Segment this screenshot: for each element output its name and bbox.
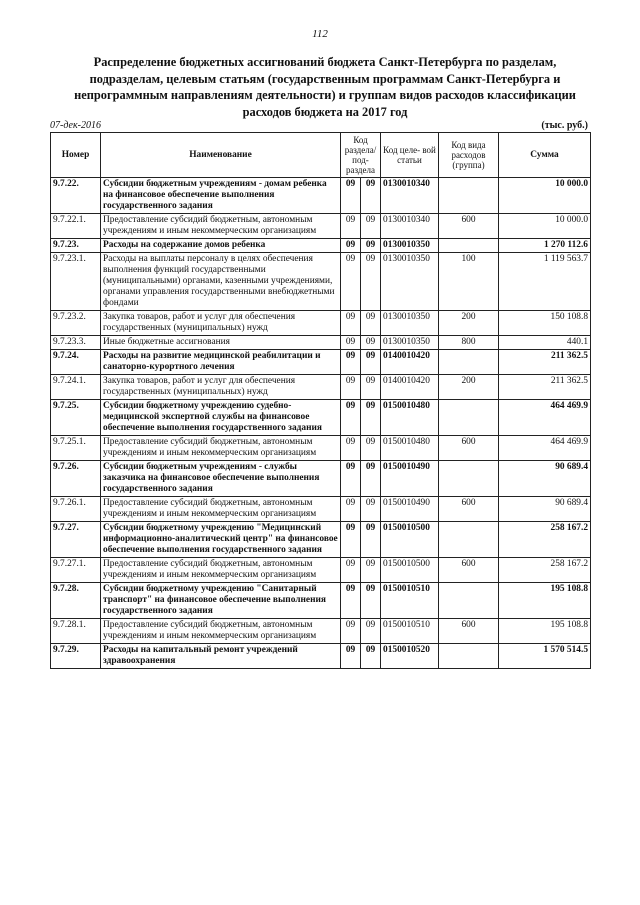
row-sum: 90 689.4 <box>499 497 591 522</box>
row-section-code: 09 <box>341 619 361 644</box>
row-number: 9.7.28.1. <box>51 619 101 644</box>
row-group-code: 600 <box>439 436 499 461</box>
row-name: Субсидии бюджетным учреждениям - домам ребенка на финансовое обеспечение выполнения государственного задания <box>101 178 341 214</box>
row-group-code <box>439 350 499 375</box>
row-number: 9.7.27.1. <box>51 558 101 583</box>
row-sum: 195 108.8 <box>499 619 591 644</box>
row-subsection-code: 09 <box>361 214 381 239</box>
row-number: 9.7.23.1. <box>51 253 101 311</box>
row-target-code: 0150010520 <box>381 644 439 669</box>
header-sum: Сумма <box>499 133 591 178</box>
table-row <box>51 375 591 400</box>
table-row <box>51 558 591 583</box>
row-section-code: 09 <box>341 239 361 253</box>
row-sum: 10 000.0 <box>499 178 591 214</box>
row-target-code: 0150010490 <box>381 461 439 497</box>
row-group-code <box>439 239 499 253</box>
header-name: Наименование <box>101 133 341 178</box>
row-name: Расходы на содержание домов ребенка <box>101 239 341 253</box>
row-group-code <box>439 178 499 214</box>
row-name: Предоставление субсидий бюджетным, автономным учреждениям и иным некоммерческим организациям <box>101 214 341 239</box>
row-group-code: 100 <box>439 253 499 311</box>
row-name: Предоставление субсидий бюджетным, автономным учреждениям и иным некоммерческим организациям <box>101 619 341 644</box>
table-row <box>51 239 591 253</box>
header-group: Код вида расходов (группа) <box>439 133 499 178</box>
row-name: Закупка товаров, работ и услуг для обеспечения государственных (муниципальных) нужд <box>101 311 341 336</box>
row-sum: 258 167.2 <box>499 522 591 558</box>
row-subsection-code: 09 <box>361 497 381 522</box>
row-number: 9.7.25. <box>51 400 101 436</box>
row-subsection-code: 09 <box>361 239 381 253</box>
row-sum: 195 108.8 <box>499 583 591 619</box>
row-number: 9.7.22.1. <box>51 214 101 239</box>
row-name: Предоставление субсидий бюджетным, автономным учреждениям и иным некоммерческим организациям <box>101 558 341 583</box>
table-row <box>51 350 591 375</box>
row-target-code: 0130010350 <box>381 311 439 336</box>
row-number: 9.7.22. <box>51 178 101 214</box>
row-name: Субсидии бюджетному учреждению "Санитарный транспорт" на финансовое обеспечение выполнения государственного задания <box>101 583 341 619</box>
row-group-code <box>439 522 499 558</box>
row-section-code: 09 <box>341 375 361 400</box>
row-name: Субсидии бюджетному учреждению "Медицинский информационно-аналитический центр" на финансовое обеспечение выполнения государственного задания <box>101 522 341 558</box>
row-target-code: 0140010420 <box>381 375 439 400</box>
row-target-code: 0130010340 <box>381 214 439 239</box>
row-group-code: 600 <box>439 558 499 583</box>
row-name: Расходы на развитие медицинской реабилитации и санаторно-курортного лечения <box>101 350 341 375</box>
row-target-code: 0130010340 <box>381 178 439 214</box>
row-subsection-code: 09 <box>361 375 381 400</box>
row-name: Расходы на выплаты персоналу в целях обеспечения выполнения функций государственными (муниципальными) органами, казенными учреждениями, органами управления государственными внебюджетными фондами <box>101 253 341 311</box>
row-section-code: 09 <box>341 558 361 583</box>
row-group-code: 600 <box>439 497 499 522</box>
row-number: 9.7.23.3. <box>51 336 101 350</box>
table-body <box>51 178 591 669</box>
row-sum: 1 570 514.5 <box>499 644 591 669</box>
row-section-code: 09 <box>341 214 361 239</box>
row-sum: 90 689.4 <box>499 461 591 497</box>
row-subsection-code: 09 <box>361 558 381 583</box>
page-number: 112 <box>312 28 328 40</box>
row-target-code: 0150010490 <box>381 497 439 522</box>
units-label: (тыс. руб.) <box>541 120 588 131</box>
row-section-code: 09 <box>341 253 361 311</box>
row-sum: 10 000.0 <box>499 214 591 239</box>
budget-table <box>50 132 591 669</box>
table-row <box>51 436 591 461</box>
row-subsection-code: 09 <box>361 400 381 436</box>
table-row <box>51 461 591 497</box>
row-subsection-code: 09 <box>361 461 381 497</box>
row-target-code: 0150010500 <box>381 522 439 558</box>
row-name: Закупка товаров, работ и услуг для обеспечения государственных (муниципальных) нужд <box>101 375 341 400</box>
row-group-code <box>439 583 499 619</box>
row-sum: 150 108.8 <box>499 311 591 336</box>
table-row <box>51 522 591 558</box>
row-section-code: 09 <box>341 522 361 558</box>
row-section-code: 09 <box>341 400 361 436</box>
row-number: 9.7.26. <box>51 461 101 497</box>
row-section-code: 09 <box>341 461 361 497</box>
row-name: Субсидии бюджетным учреждениям - службы заказчика на финансовое обеспечение выполнения государственного задания <box>101 461 341 497</box>
row-sum: 440.1 <box>499 336 591 350</box>
row-group-code <box>439 461 499 497</box>
table-row <box>51 400 591 436</box>
table-row <box>51 644 591 669</box>
row-sum: 464 469.9 <box>499 400 591 436</box>
row-number: 9.7.24.1. <box>51 375 101 400</box>
row-target-code: 0150010500 <box>381 558 439 583</box>
row-subsection-code: 09 <box>361 178 381 214</box>
row-number: 9.7.23.2. <box>51 311 101 336</box>
table-row <box>51 336 591 350</box>
table-row <box>51 619 591 644</box>
row-section-code: 09 <box>341 336 361 350</box>
table-row <box>51 214 591 239</box>
row-sum: 464 469.9 <box>499 436 591 461</box>
table-row <box>51 497 591 522</box>
row-subsection-code: 09 <box>361 619 381 644</box>
row-group-code <box>439 644 499 669</box>
document-title: Распределение бюджетных ассигнований бюджета Санкт-Петербурга по разделам, подразделам, целевым статьям (государственным программам Санкт-Петербурга и непрограммным направлениям деятельности) и группам видов расходов классификации расходов бюджета на 2017 год <box>74 55 576 119</box>
row-sum: 1 119 563.7 <box>499 253 591 311</box>
table-row <box>51 253 591 311</box>
row-target-code: 0150010480 <box>381 400 439 436</box>
row-name: Предоставление субсидий бюджетным, автономным учреждениям и иным некоммерческим организациям <box>101 436 341 461</box>
header-target: Код целе- вой статьи <box>381 133 439 178</box>
row-subsection-code: 09 <box>361 336 381 350</box>
row-name: Предоставление субсидий бюджетным, автономным учреждениям и иным некоммерческим организациям <box>101 497 341 522</box>
row-sum: 211 362.5 <box>499 375 591 400</box>
row-subsection-code: 09 <box>361 436 381 461</box>
row-group-code: 200 <box>439 375 499 400</box>
row-target-code: 0150010510 <box>381 619 439 644</box>
document-date: 07-дек-2016 <box>50 120 101 131</box>
row-subsection-code: 09 <box>361 644 381 669</box>
row-target-code: 0150010510 <box>381 583 439 619</box>
row-name: Субсидии бюджетному учреждению судебно-медицинской экспертной службы на финансовое обеспечение выполнения государственного задания <box>101 400 341 436</box>
row-subsection-code: 09 <box>361 522 381 558</box>
row-target-code: 0130010350 <box>381 239 439 253</box>
row-section-code: 09 <box>341 311 361 336</box>
row-subsection-code: 09 <box>361 253 381 311</box>
row-number: 9.7.29. <box>51 644 101 669</box>
row-section-code: 09 <box>341 644 361 669</box>
row-number: 9.7.24. <box>51 350 101 375</box>
row-target-code: 0130010350 <box>381 253 439 311</box>
row-section-code: 09 <box>341 436 361 461</box>
row-subsection-code: 09 <box>361 311 381 336</box>
row-number: 9.7.27. <box>51 522 101 558</box>
row-name: Расходы на капитальный ремонт учреждений здравоохранения <box>101 644 341 669</box>
row-group-code <box>439 400 499 436</box>
row-sum: 1 270 112.6 <box>499 239 591 253</box>
row-sum: 258 167.2 <box>499 558 591 583</box>
row-section-code: 09 <box>341 350 361 375</box>
row-section-code: 09 <box>341 178 361 214</box>
header-section: Код раздела/ под- раздела <box>341 133 381 178</box>
row-subsection-code: 09 <box>361 350 381 375</box>
table-row <box>51 311 591 336</box>
row-subsection-code: 09 <box>361 583 381 619</box>
row-sum: 211 362.5 <box>499 350 591 375</box>
row-number: 9.7.28. <box>51 583 101 619</box>
row-number: 9.7.25.1. <box>51 436 101 461</box>
table-header-row <box>51 133 591 178</box>
row-group-code: 800 <box>439 336 499 350</box>
row-number: 9.7.26.1. <box>51 497 101 522</box>
row-target-code: 0150010480 <box>381 436 439 461</box>
row-group-code: 200 <box>439 311 499 336</box>
row-target-code: 0130010350 <box>381 336 439 350</box>
header-number: Номер <box>51 133 101 178</box>
row-group-code: 600 <box>439 619 499 644</box>
row-name: Иные бюджетные ассигнования <box>101 336 341 350</box>
row-section-code: 09 <box>341 583 361 619</box>
table-row <box>51 178 591 214</box>
row-target-code: 0140010420 <box>381 350 439 375</box>
row-number: 9.7.23. <box>51 239 101 253</box>
row-section-code: 09 <box>341 497 361 522</box>
row-group-code: 600 <box>439 214 499 239</box>
table-row <box>51 583 591 619</box>
